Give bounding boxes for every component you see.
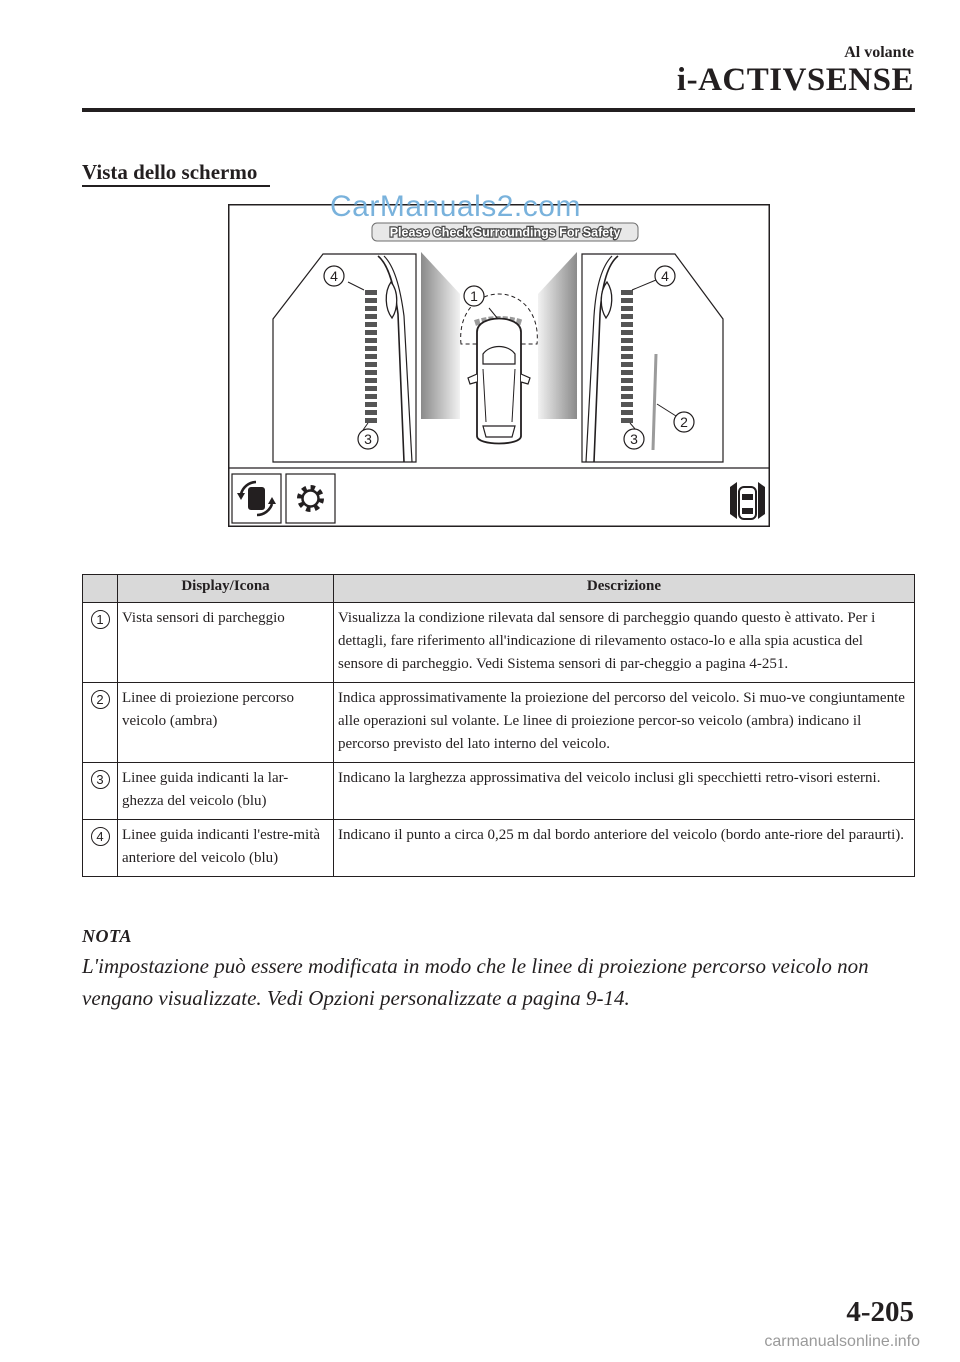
row-description: Visualizza la condizione rilevata dal sensore di parcheggio quando questo è attivato. Per i dettagli, fare riferimento all'indicazione di rilevamento ostaco-lo e alla spia acustica del sensore di parcheggio. Vedi Sistema sensori di par-cheggio a pagina 4-251.	[334, 603, 915, 683]
camera-switch-icon	[232, 474, 281, 523]
banner-text: Please Check Surroundings For Safety	[389, 225, 621, 240]
table-header-row	[83, 575, 915, 603]
row-display: Vista sensori di parcheggio	[118, 603, 334, 683]
left-width-guide-dashes	[365, 290, 377, 423]
row-display: Linee di proiezione percorso veicolo (ambra)	[118, 683, 334, 763]
header-section: Al volante	[844, 44, 914, 61]
page-number: 4-205	[846, 1296, 914, 1328]
header-chapter: i-ACTIVSENSE	[676, 62, 914, 98]
description-table	[82, 574, 915, 877]
callout-4-left: 4	[330, 268, 338, 284]
right-width-guide-dashes	[621, 290, 633, 423]
table-header-num	[83, 575, 118, 603]
row-display: Linee guida indicanti l'estre-mità anteriore del veicolo (blu)	[118, 820, 334, 877]
callout-3-left: 3	[364, 431, 372, 447]
parking-sensor-car-icon	[730, 482, 765, 519]
nota-text: L'impostazione può essere modificata in modo che le linee di proiezione percorso veicolo non vengano visualizzate. Vedi Opzioni personalizzate a pagina 9-14.	[82, 954, 869, 1010]
watermark: CarManuals2.com	[330, 190, 581, 223]
table-row	[83, 683, 915, 763]
row-number: 3	[91, 770, 110, 789]
callout-3-right: 3	[630, 431, 638, 447]
banner-group	[372, 223, 638, 241]
callout-1: 1	[470, 288, 478, 304]
nota-heading: NOTA	[82, 926, 133, 946]
callout-4-right: 4	[661, 268, 669, 284]
row-description: Indicano la larghezza approssimativa del veicolo inclusi gli specchietti retro-visori esterni.	[334, 763, 915, 820]
header-rule	[82, 108, 915, 112]
row-number: 1	[91, 610, 110, 629]
table-row	[83, 820, 915, 877]
section-title-underline	[82, 185, 270, 187]
section-title: Vista dello schermo	[82, 160, 258, 184]
row-display: Linee guida indicanti la lar-ghezza del veicolo (blu)	[118, 763, 334, 820]
row-description: Indicano il punto a circa 0,25 m dal bordo anteriore del veicolo (bordo ante-riore del paraurti).	[334, 820, 915, 877]
table-row	[83, 603, 915, 683]
table-header-display: Display/Icona	[118, 575, 334, 603]
row-description: Indica approssimativamente la proiezione del percorso del veicolo. Si muo-ve congiuntamente alle operazioni sul volante. Le linee di proiezione percor-so veicolo (ambra) indicano il percorso previsto del lato interno del veicolo.	[334, 683, 915, 763]
table-header-description: Descrizione	[334, 575, 915, 603]
table-row	[83, 763, 915, 820]
row-number: 2	[91, 690, 110, 709]
callout-2: 2	[680, 414, 688, 430]
footer-watermark: carmanualsonline.info	[764, 1333, 920, 1350]
screen-illustration	[228, 204, 770, 527]
gear-icon	[286, 474, 335, 523]
row-number: 4	[91, 827, 110, 846]
